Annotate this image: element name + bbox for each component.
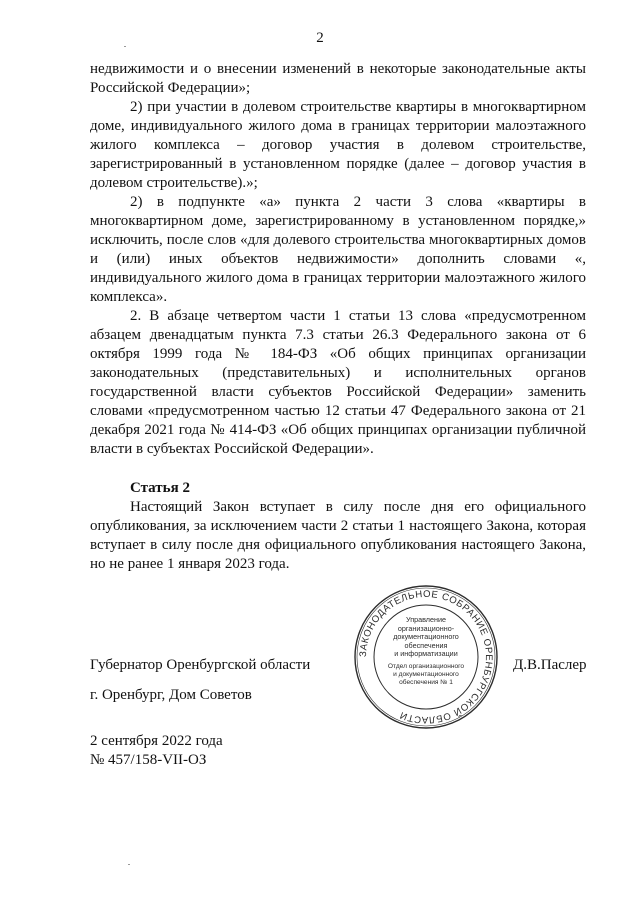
scan-speck: [128, 864, 130, 865]
signatory-title: Губернатор Оренбургской области: [90, 657, 311, 673]
stamp-line: обеспечения № 1: [399, 678, 453, 686]
paragraph-article-2: Настоящий Закон вступает в силу после дня его официального опубликования, за исключением части 2 статьи 1 настоящего Закона, которая вступает в силу после дня официального опубликования настоящего Закона, но не ранее 1 января 2023 года.: [90, 499, 586, 572]
document-body: [90, 60, 586, 574]
stamp-line: и документационного: [393, 670, 459, 678]
stamp-line: документационного: [393, 632, 459, 642]
stamp-center-text: [380, 616, 472, 687]
official-stamp: [352, 583, 500, 731]
paragraph-item-2-subclause: 2) в подпункте «а» пункта 2 части 3 слова «квартиры в многоквартирном доме, зарегистрированному в установленном порядке,» исключить, после слов «для долевого строительства многоквартирных домов и (или) иных объектов недвижимости» дополнить словами «, индивидуального жилого дома в границах территории малоэтажного жилого комплекса».: [90, 194, 586, 305]
stamp-line: Управление: [406, 615, 446, 624]
date-and-number: [90, 732, 223, 770]
stamp-line: организационно-: [397, 623, 455, 633]
paragraph-continuation: недвижимости и о внесении изменений в некоторые законодательные акты Российской Федерации»;: [90, 61, 586, 96]
stamp-line: обеспечения: [404, 640, 448, 650]
stamp-line: Отдел организационного: [387, 662, 465, 670]
page-number: 2: [316, 30, 324, 46]
signing-date: 2 сентября 2022 года: [90, 733, 223, 749]
stamp-line: и информатизации: [394, 649, 458, 659]
stamp-ring-text: ЗАКОНОДАТЕЛЬНОЕ СОБРАНИЕ ОРЕНБУРГСКОЙ ОБЛАСТИ: [357, 588, 495, 726]
signing-place: г. Оренбург, Дом Советов: [90, 687, 252, 703]
paragraph-item-2-participation: 2) при участии в долевом строительстве квартиры в многоквартирном доме, индивидуального жилого дома в границах территории малоэтажного жилого комплекса – договор участия в долевом строительстве, зарегистрированный в установленном порядке (далее – договор участия в долевом строительстве).»;: [90, 99, 586, 191]
signatory-name: Д.В.Паслер: [513, 657, 587, 673]
paragraph-item-2-article-13: 2. В абзаце четвертом части 1 статьи 13 слова «предусмотренном абзацем двенадцатым пункта 7.3 статьи 26.3 Федерального закона от 6 октября 1999 года № 184-ФЗ «Об общих принципах организации законодательных (представительных) и исполнительных органов государственной власти субъектов Российской Федерации» заменить словами «предусмотренном частью 12 статьи 47 Федерального закона от 21 декабря 2021 года № 414-ФЗ «Об общих принципах организации публичной власти в субъектах Российской Федерации».: [90, 308, 586, 457]
scan-speck: [124, 46, 126, 47]
law-number: № 457/158-VII-ОЗ: [90, 752, 207, 768]
article-heading: Статья 2: [130, 480, 190, 496]
stamp-subdivision: [380, 663, 472, 687]
